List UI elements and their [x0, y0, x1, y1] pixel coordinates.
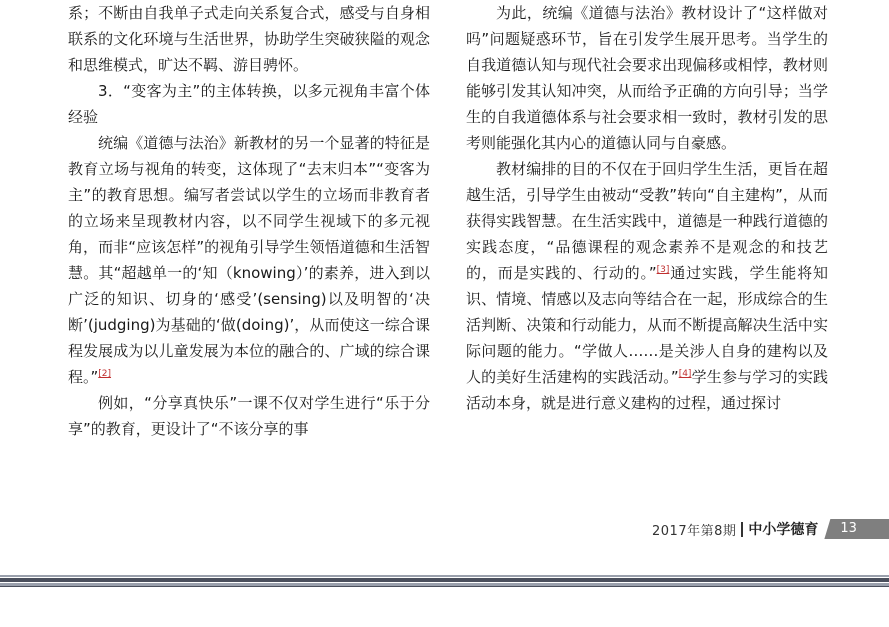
bottom-rule-light-top	[0, 575, 889, 577]
right-para-2-text-c: 学生参与学习的实践活动本身，就是进行意义建构的过程，通过探讨	[466, 368, 828, 412]
bottom-rule-dark	[0, 578, 889, 582]
citation-2[interactable]: [2]	[98, 369, 112, 379]
issue-label: 2017年第8期	[652, 523, 737, 539]
left-para-3-text: 统编《道德与法治》新教材的另一个显著的特征是教育立场与视角的转变，这体现了“去末归本”“变客为主”的教育思想。编写者尝试以学生的立场而非教育者的立场来呈现教材内容，以不同学生视域下的多元视角，而非“应该怎样”的视角引导学生领悟道德和生活智慧。其“超越单一的‘知（knowing）’的素养，进入到以广泛的知识、切身的‘感受’(sensing)以及明智的‘决断’(judging)为基础的‘做(doing)’，从而使这一综合课程发展成为以儿童发展为本位的融合的、广域的综合课程。”	[68, 134, 430, 386]
bottom-rule-dark-thin	[0, 586, 889, 587]
right-para-2-text-a: 教材编排的目的不仅在于回归学生生活，更旨在超越生活，引导学生由被动“受教”转向“自主建构”，从而获得实践智慧。在生活实践中，道德是一种践行道德的实践态度，“品德课程的观念素养不是观念的和技艺的，而是实践的、行动的。”	[466, 160, 828, 282]
left-para-1: 系；不断由自我单子式走向关系复合式，感受与自身相联系的文化环境与生活世界，协助学生突破狭隘的观念和思维模式，旷达不羁、游目骋怀。	[68, 4, 430, 74]
page-footer	[652, 519, 889, 539]
footer-separator	[741, 522, 743, 537]
citation-3[interactable]: [3]	[656, 265, 670, 275]
left-para-4: 例如，“分享真快乐”一课不仅对学生进行“乐于分享”的教育，更设计了“不该分享的事	[68, 394, 430, 438]
left-para-3	[68, 130, 430, 390]
left-column	[68, 0, 430, 442]
citation-4[interactable]: [4]	[678, 369, 692, 379]
right-para-1: 为此，统编《道德与法治》教材设计了“这样做对吗”问题疑惑环节，旨在引发学生展开思考。当学生的自我道德认知与现代社会要求出现偏移或相悖，教材则能够引发其认知冲突，从而给予正确的方向引导；当学生的自我道德体系与社会要求相一致时，教材引发的思考则能强化其内心的道德认同与自豪感。	[466, 4, 828, 152]
right-para-2-text-b: 通过实践，学生能将知识、情境、情感以及志向等结合在一起，形成综合的生活判断、决策和行动能力，从而不断提高解决生活中实际问题的能力。“学做人……是关涉人自身的建构以及人的美好生活建构的实践活动。”	[466, 264, 828, 386]
journal-title: 中小学德育	[748, 522, 819, 538]
right-para-2	[466, 156, 828, 416]
page-number: 13	[824, 519, 889, 539]
right-column	[466, 0, 828, 416]
left-section-heading: 3．“变客为主”的主体转换，以多元视角丰富个体经验	[68, 82, 430, 126]
